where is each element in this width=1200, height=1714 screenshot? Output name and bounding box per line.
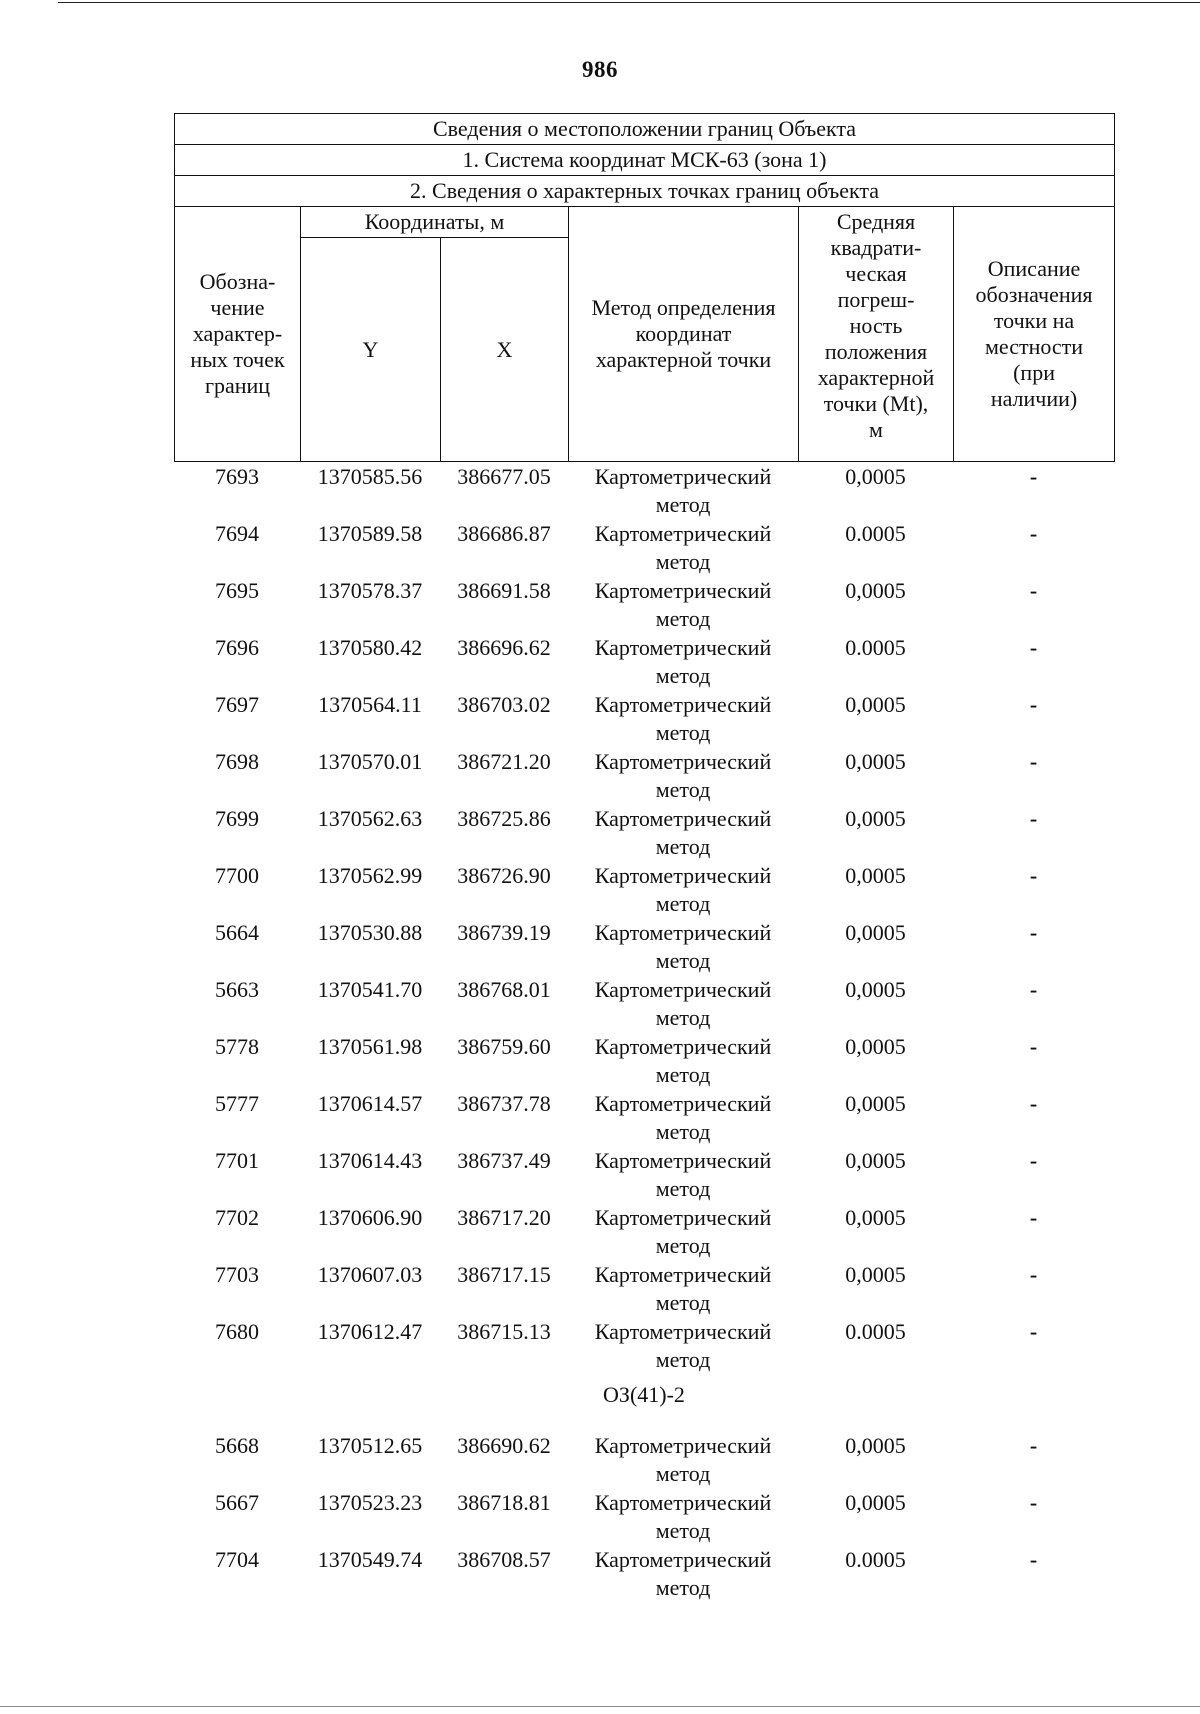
coord-y: 1370512.65 bbox=[317, 1433, 423, 1458]
method: Картометрический метод bbox=[594, 749, 772, 802]
error-mt: 0,0005 bbox=[845, 1433, 906, 1458]
coord-y: 1370614.57 bbox=[317, 1091, 423, 1116]
top-border-line bbox=[58, 2, 1200, 3]
coord-y: 1370585.56 bbox=[317, 464, 423, 489]
point-id: 7703 bbox=[215, 1262, 259, 1287]
description: - bbox=[1029, 1205, 1038, 1230]
coord-x: 386737.49 bbox=[457, 1148, 551, 1173]
table-row bbox=[174, 862, 1114, 919]
coord-y: 1370570.01 bbox=[317, 749, 423, 774]
table-row bbox=[174, 1489, 1114, 1546]
table-row bbox=[174, 1204, 1114, 1261]
error-mt: 0.0005 bbox=[845, 1547, 906, 1572]
point-id: 5663 bbox=[215, 977, 259, 1002]
table-row bbox=[174, 463, 1114, 520]
point-id: 7700 bbox=[215, 863, 259, 888]
coord-y: 1370541.70 bbox=[317, 977, 423, 1002]
error-mt: 0,0005 bbox=[845, 578, 906, 603]
coord-y: 1370564.11 bbox=[318, 692, 422, 717]
error-mt: 0,0005 bbox=[845, 1148, 906, 1173]
points-table-body bbox=[174, 463, 1114, 1603]
coord-x: 386715.13 bbox=[457, 1319, 551, 1344]
description: - bbox=[1029, 1547, 1038, 1572]
coord-x: 386718.81 bbox=[457, 1490, 551, 1515]
point-id: 7697 bbox=[215, 692, 259, 717]
point-id: 5668 bbox=[215, 1433, 259, 1458]
point-id: 7698 bbox=[215, 749, 259, 774]
error-mt: 0,0005 bbox=[845, 749, 906, 774]
coord-x: 386708.57 bbox=[457, 1547, 551, 1572]
coord-y: 1370614.43 bbox=[317, 1148, 423, 1173]
table-row bbox=[174, 919, 1114, 976]
error-mt: 0.0005 bbox=[845, 635, 906, 660]
coord-x: 386686.87 bbox=[457, 521, 551, 546]
description: - bbox=[1029, 521, 1038, 546]
description: - bbox=[1029, 1433, 1038, 1458]
coord-y: 1370562.63 bbox=[317, 806, 423, 831]
points-section-title: 2. Сведения о характерных точках границ объекта bbox=[175, 176, 1115, 207]
description: - bbox=[1029, 1091, 1038, 1116]
method: Картометрический метод bbox=[594, 1547, 772, 1600]
description: - bbox=[1029, 578, 1038, 603]
coord-x: 386696.62 bbox=[457, 635, 551, 660]
table-row bbox=[174, 1432, 1114, 1489]
coord-y: 1370578.37 bbox=[317, 578, 423, 603]
col-header-y: Y bbox=[301, 238, 441, 462]
method: Картометрический метод bbox=[594, 977, 772, 1030]
description: - bbox=[1029, 635, 1038, 660]
coord-x: 386768.01 bbox=[457, 977, 551, 1002]
header-table bbox=[174, 113, 1115, 462]
page-number: 986 bbox=[582, 57, 618, 82]
point-id: 7696 bbox=[215, 635, 259, 660]
coord-y: 1370589.58 bbox=[317, 521, 423, 546]
coord-y: 1370612.47 bbox=[317, 1319, 423, 1344]
description: - bbox=[1029, 1319, 1038, 1344]
method: Картометрический метод bbox=[594, 464, 772, 517]
col-header-x: X bbox=[441, 238, 569, 462]
coord-y: 1370561.98 bbox=[317, 1034, 423, 1059]
error-mt: 0,0005 bbox=[845, 920, 906, 945]
coordinate-system-title: 1. Система координат МСК-63 (зона 1) bbox=[175, 145, 1115, 176]
point-id: 7693 bbox=[215, 464, 259, 489]
table-row bbox=[174, 577, 1114, 634]
point-id: 7694 bbox=[215, 521, 259, 546]
coord-x: 386737.78 bbox=[457, 1091, 551, 1116]
point-id: 7699 bbox=[215, 806, 259, 831]
error-mt: 0,0005 bbox=[845, 692, 906, 717]
coord-x: 386759.60 bbox=[457, 1034, 551, 1059]
description: - bbox=[1029, 920, 1038, 945]
coord-x: 386739.19 bbox=[457, 920, 551, 945]
coord-x: 386690.62 bbox=[457, 1433, 551, 1458]
table-row bbox=[174, 634, 1114, 691]
method: Картометрический метод bbox=[594, 1148, 772, 1201]
error-mt: 0,0005 bbox=[845, 464, 906, 489]
error-mt: 0.0005 bbox=[845, 521, 906, 546]
coord-x: 386717.15 bbox=[457, 1262, 551, 1287]
method: Картометрический метод bbox=[594, 806, 772, 859]
col-header-desc: Описание обозначения точки на местности (при наличии) bbox=[954, 207, 1115, 462]
point-id: 7704 bbox=[215, 1547, 259, 1572]
table-row bbox=[174, 1090, 1114, 1147]
col-header-error: Средняя квадрати- ческая погреш- ность положения характерной точки (Mt), м bbox=[799, 207, 954, 462]
table-row bbox=[174, 805, 1114, 862]
method: Картометрический метод bbox=[594, 1205, 772, 1258]
coord-y: 1370549.74 bbox=[317, 1547, 423, 1572]
description: - bbox=[1029, 1148, 1038, 1173]
description: - bbox=[1029, 977, 1038, 1002]
error-mt: 0,0005 bbox=[845, 977, 906, 1002]
description: - bbox=[1029, 806, 1038, 831]
method: Картометрический метод bbox=[594, 1319, 772, 1372]
table-row bbox=[174, 691, 1114, 748]
table-row bbox=[174, 976, 1114, 1033]
table-row bbox=[174, 748, 1114, 805]
point-id: 7680 bbox=[215, 1319, 259, 1344]
error-mt: 0.0005 bbox=[845, 1319, 906, 1344]
table-row bbox=[174, 520, 1114, 577]
coord-x: 386721.20 bbox=[457, 749, 551, 774]
point-id: 7702 bbox=[215, 1205, 259, 1230]
col-header-id: Обозна- чение характер- ных точек границ bbox=[175, 207, 301, 462]
method: Картометрический метод bbox=[594, 578, 772, 631]
point-id: 5778 bbox=[215, 1034, 259, 1059]
point-id: 7701 bbox=[215, 1148, 259, 1173]
method: Картометрический метод bbox=[594, 920, 772, 973]
table-row bbox=[174, 1546, 1114, 1603]
method: Картометрический метод bbox=[594, 1433, 772, 1486]
description: - bbox=[1029, 1490, 1038, 1515]
method: Картометрический метод bbox=[594, 521, 772, 574]
error-mt: 0,0005 bbox=[845, 1205, 906, 1230]
description: - bbox=[1029, 863, 1038, 888]
method: Картометрический метод bbox=[594, 1091, 772, 1144]
error-mt: 0,0005 bbox=[845, 863, 906, 888]
bottom-border-line bbox=[0, 1706, 1200, 1707]
coord-y: 1370530.88 bbox=[317, 920, 423, 945]
col-header-coords: Координаты, м bbox=[301, 207, 569, 238]
section-label: ОЗ(41)-2 bbox=[603, 1382, 685, 1407]
table-row bbox=[174, 1147, 1114, 1204]
coord-x: 386717.20 bbox=[457, 1205, 551, 1230]
coord-x: 386677.05 bbox=[457, 464, 551, 489]
col-header-method: Метод определения координат характерной точки bbox=[569, 207, 799, 462]
method: Картометрический метод bbox=[594, 692, 772, 745]
point-id: 7695 bbox=[215, 578, 259, 603]
coord-y: 1370607.03 bbox=[317, 1262, 423, 1287]
method: Картометрический метод bbox=[594, 863, 772, 916]
description: - bbox=[1029, 1262, 1038, 1287]
coord-y: 1370562.99 bbox=[317, 863, 423, 888]
table-row bbox=[174, 1318, 1114, 1375]
coord-x: 386691.58 bbox=[457, 578, 551, 603]
error-mt: 0,0005 bbox=[845, 1262, 906, 1287]
point-id: 5667 bbox=[215, 1490, 259, 1515]
table-row bbox=[174, 1033, 1114, 1090]
coord-x: 386725.86 bbox=[457, 806, 551, 831]
description: - bbox=[1029, 692, 1038, 717]
description: - bbox=[1029, 1034, 1038, 1059]
point-id: 5777 bbox=[215, 1091, 259, 1116]
table-title: Сведения о местоположении границ Объекта bbox=[175, 114, 1115, 145]
coord-y: 1370580.42 bbox=[317, 635, 423, 660]
coord-x: 386703.02 bbox=[457, 692, 551, 717]
point-id: 5664 bbox=[215, 920, 259, 945]
error-mt: 0,0005 bbox=[845, 1490, 906, 1515]
error-mt: 0,0005 bbox=[845, 1034, 906, 1059]
method: Картометрический метод bbox=[594, 1262, 772, 1315]
coord-y: 1370523.23 bbox=[317, 1490, 423, 1515]
method: Картометрический метод bbox=[594, 635, 772, 688]
error-mt: 0,0005 bbox=[845, 806, 906, 831]
coord-x: 386726.90 bbox=[457, 863, 551, 888]
table-row bbox=[174, 1261, 1114, 1318]
coord-y: 1370606.90 bbox=[317, 1205, 423, 1230]
error-mt: 0,0005 bbox=[845, 1091, 906, 1116]
description: - bbox=[1029, 464, 1038, 489]
method: Картометрический метод bbox=[594, 1034, 772, 1087]
method: Картометрический метод bbox=[594, 1490, 772, 1543]
description: - bbox=[1029, 749, 1038, 774]
